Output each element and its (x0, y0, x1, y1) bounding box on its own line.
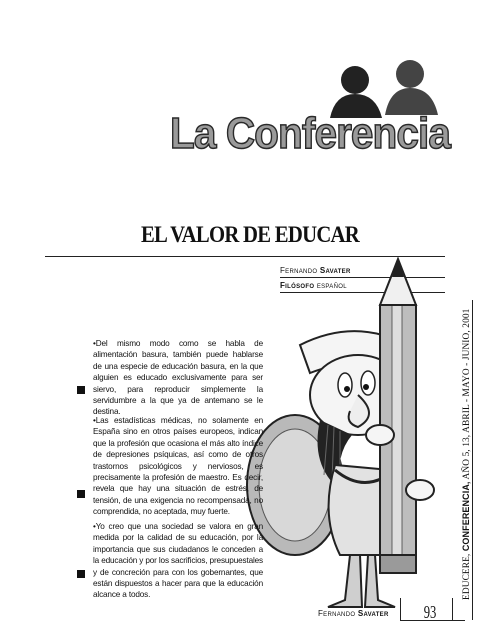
footer-rule (452, 598, 453, 620)
author-role-rest: español (316, 281, 347, 290)
journal-section: CONFERENCIA, (461, 481, 471, 552)
article-title: EL VALOR DE EDUCAR (140, 222, 360, 247)
pencil-character-illustration (240, 255, 460, 615)
page-number: 93 (423, 602, 437, 622)
journal-side-label (461, 300, 472, 600)
author-role-bold: Filósofo (280, 281, 315, 290)
footer-author (318, 609, 389, 618)
conference-logo (160, 60, 460, 160)
bullet-square (77, 570, 85, 578)
bullet-square (77, 386, 85, 394)
footer-rule (400, 598, 401, 620)
footer-author-last: Savater (357, 609, 389, 618)
side-rule (472, 300, 473, 620)
journal-name: EDUCERE, (462, 553, 472, 600)
journal-issue: AÑO 5, 13, ABRIL - MAYO - JUNIO, 2001 (462, 308, 472, 480)
bullet-square (77, 490, 85, 498)
footer-author-first: Fernando (318, 609, 356, 618)
pencil-icon (380, 259, 416, 573)
quote-paragraph: •Yo creo que una sociedad se valora en gran medida por la calidad de su educación, por la importancia que sus ciudadanos le conceden a la educación y por los sacrificios, presupuestales y de concreción para con los gobernantes, que están dispuestos a hacer para que la educación alcance a todos. (93, 522, 263, 600)
quote-paragraph: •Las estadísticas médicas, no solamente en España sino en otros países europeos, indican que la profesión que ocasiona el más alto índice de depresiones psíquicas, así como de otros trastornos psicológicos y nerviosos, es precisamente la profesión de maestro. Es decir, revela que hay una situación de estrés, de tensión, de una exigencia no recompensada, no comprendida, no aceptada, muy fuerte. (93, 416, 263, 517)
author-first-name: Fernando (280, 266, 318, 275)
quote-paragraph: •Del mismo modo como se habla de alimentación basura, también puede hablarse de una especie de educación basura, en la que alguien es educado exclusivamente para ser siervo, para reproducir simplemente la servidumbre a la que ya de antemano se le destina. (93, 339, 263, 417)
author-last-name: Savater (319, 266, 351, 275)
logo-text: La Conferencia (170, 109, 452, 158)
